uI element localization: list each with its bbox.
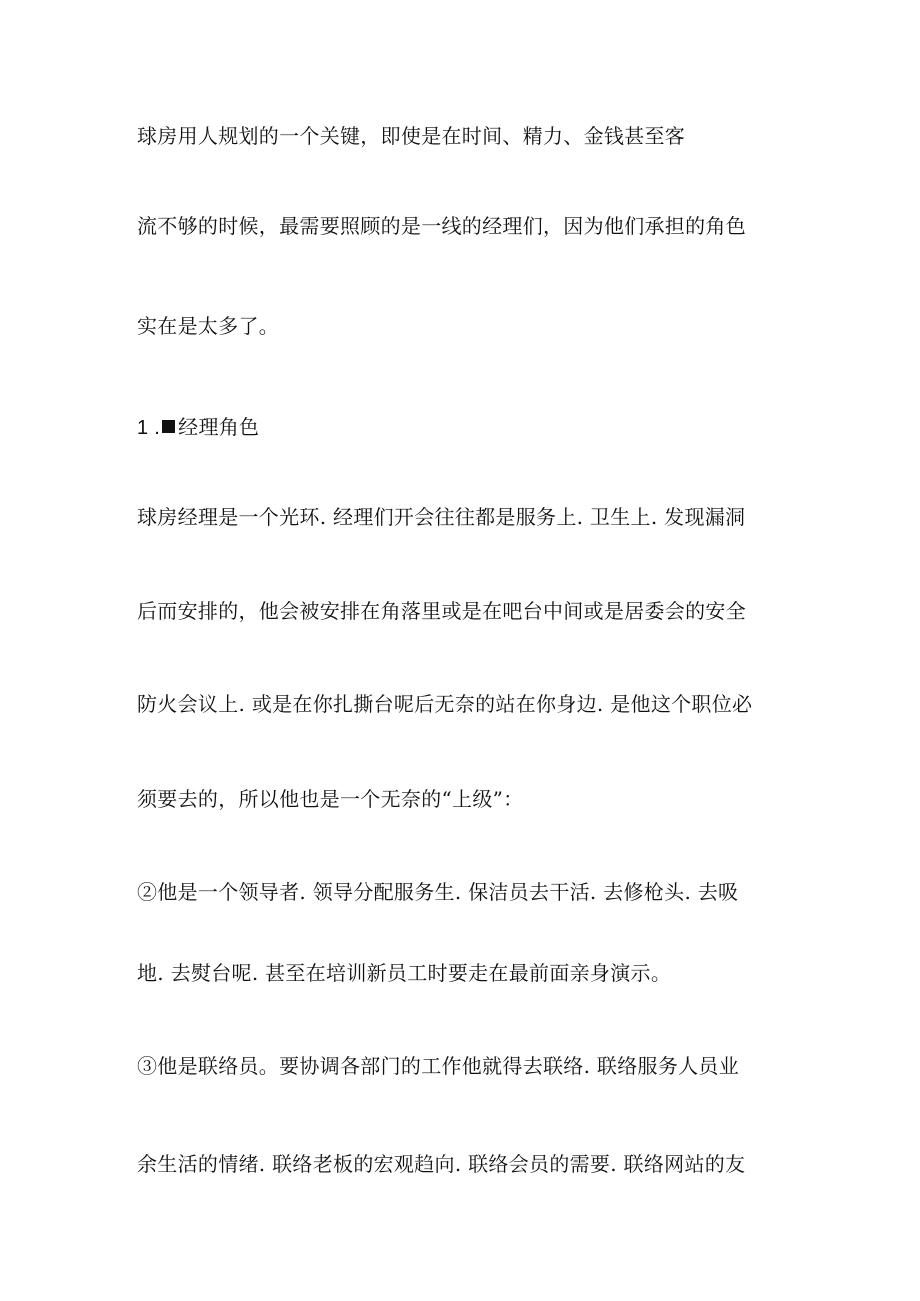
paragraph-line: 流不够的时候，最需要照顾的是一线的经理们，因为他们承担的角色 xyxy=(137,214,746,238)
paragraph-line: 实在是太多了。 xyxy=(137,314,280,338)
paragraph-line: ③他是联络员。要协调各部门的工作他就得去联络. 联络服务人员业 xyxy=(137,1054,740,1078)
paragraph-line: 防火会议上. 或是在你扎撕台呢后无奈的站在你身边. 是他这个职位必 xyxy=(137,692,753,716)
square-bullet-icon xyxy=(162,420,175,433)
paragraph-line: 球房用人规划的一个关键，即使是在时间、精力、金钱甚至客 xyxy=(137,124,686,148)
paragraph-line: 地. 去熨台呢. 甚至在培训新员工时要走在最前面亲身演示。 xyxy=(137,961,672,985)
paragraph-line: 余生活的情绪. 联络老板的宏观趋向. 联络会员的需要. 联络网站的友 xyxy=(137,1152,746,1176)
heading-number: 1 . xyxy=(137,417,161,439)
paragraph-line: 球房经理是一个光环. 经理们开会往往都是服务上. 卫生上. 发现漏洞 xyxy=(137,505,746,529)
heading-text: 经理角色 xyxy=(178,415,260,439)
paragraph-line: 须要去的，所以他也是一个无奈的“上级”： xyxy=(137,787,524,811)
paragraph-line: ②他是一个领导者. 领导分配服务生. 保洁员去干活. 去修枪头. 去吸 xyxy=(137,880,739,904)
section-heading xyxy=(137,413,259,442)
paragraph-line: 后而安排的，他会被安排在角落里或是在吧台中间或是居委会的安全 xyxy=(137,599,746,623)
